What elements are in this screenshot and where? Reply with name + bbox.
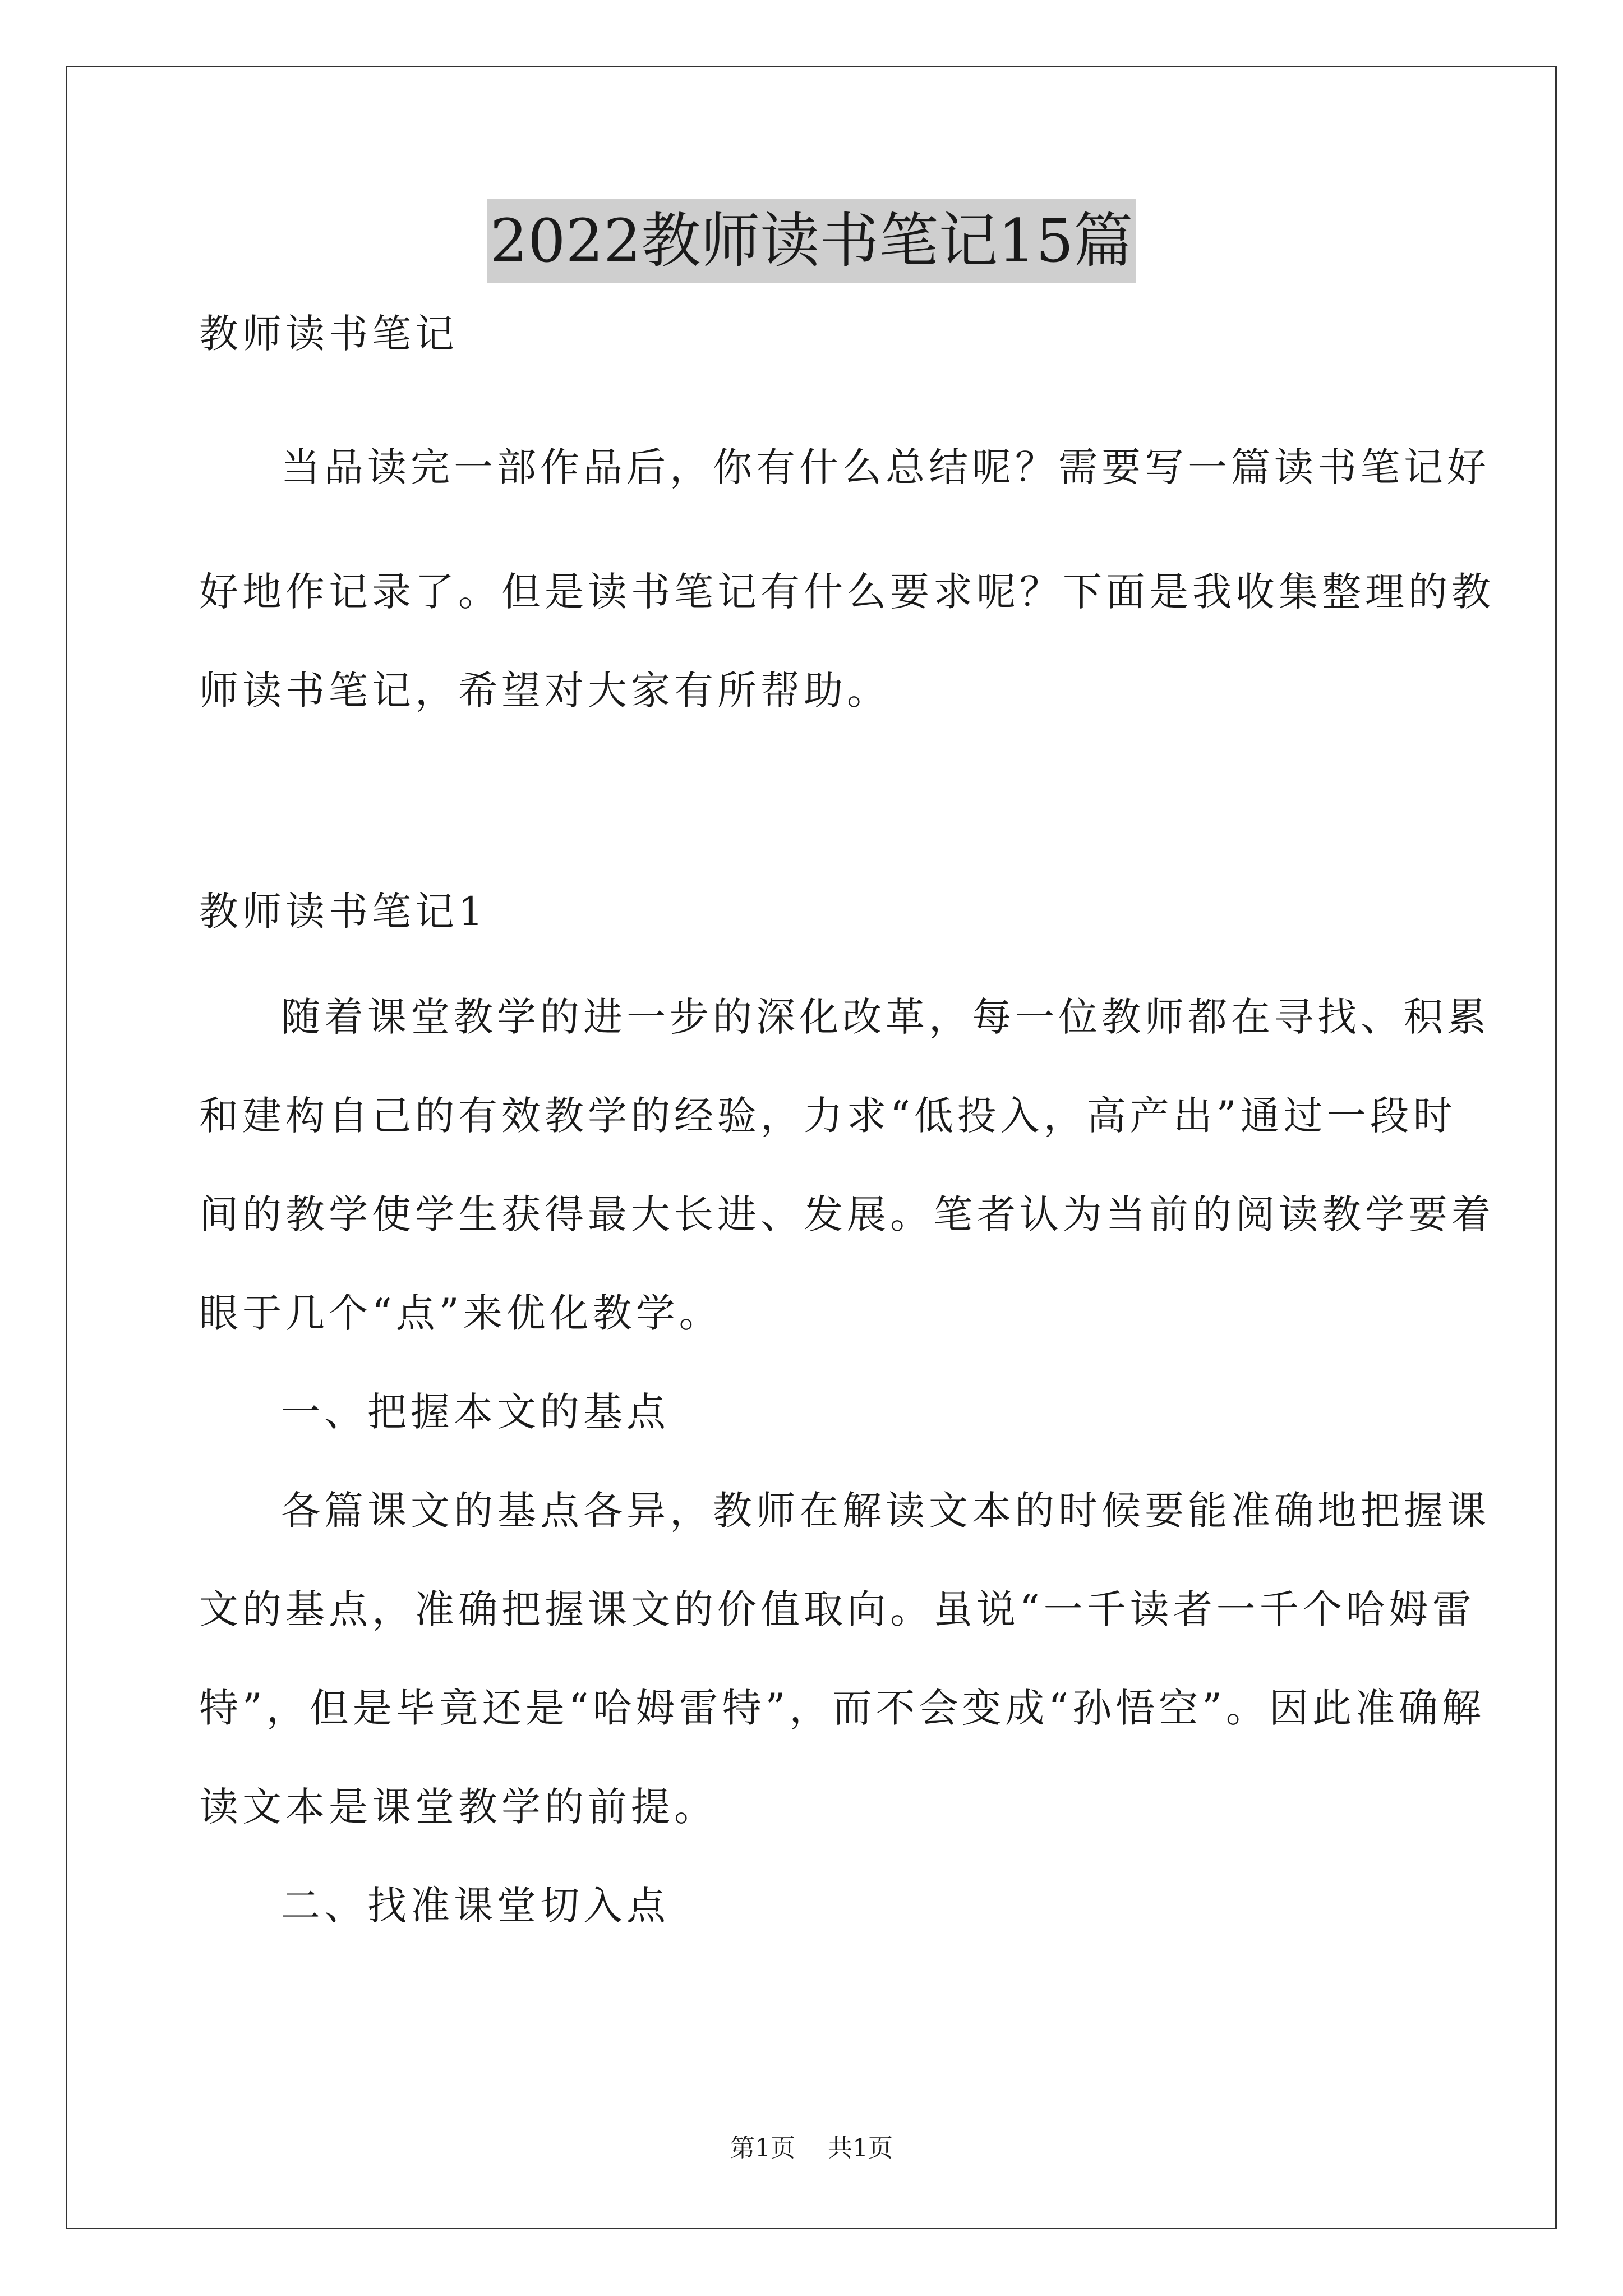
- paragraph-line: 当品读完一部作品后，你有什么总结呢？需要写一篇读书笔记好: [281, 444, 1490, 490]
- document-title: 2022教师读书笔记15篇: [487, 199, 1137, 283]
- paragraph-line: 文的基点，准确把握课文的价值取向。虽说“一千读者一千个哈姆雷: [199, 1586, 1476, 1632]
- paragraph-line: 各篇课文的基点各异，教师在解读文本的时候要能准确地把握课: [281, 1488, 1490, 1534]
- paragraph-line: 师读书笔记，希望对大家有所帮助。: [199, 668, 890, 714]
- subheading: 一、把握本文的基点: [281, 1389, 670, 1435]
- paragraph-line: 间的教学使学生获得最大长进、发展。笔者认为当前的阅读教学要着: [199, 1191, 1495, 1237]
- paragraph-line: 读文本是课堂教学的前提。: [199, 1784, 717, 1830]
- subheading: 二、找准课堂切入点: [281, 1883, 670, 1929]
- paragraph-line: 眼于几个“点”来优化教学。: [199, 1290, 722, 1336]
- section-heading: 教师读书笔记1: [199, 889, 487, 935]
- page-number: 第1页: [730, 2134, 795, 2162]
- page-total: 共1页: [828, 2134, 893, 2162]
- section-heading: 教师读书笔记: [199, 311, 458, 357]
- page-footer: [0, 2132, 1623, 2165]
- paragraph-line: 和建构自己的有效教学的经验，力求“低投入，高产出”通过一段时: [199, 1093, 1456, 1139]
- title-container: [0, 199, 1623, 283]
- paragraph-line: 随着课堂教学的进一步的深化改革，每一位教师都在寻找、积累: [281, 994, 1490, 1040]
- paragraph-line: 特”，但是毕竟还是“哈姆雷特”，而不会变成“孙悟空”。因此准确解: [199, 1685, 1485, 1731]
- paragraph-line: 好地作记录了。但是读书笔记有什么要求呢？下面是我收集整理的教: [199, 569, 1495, 615]
